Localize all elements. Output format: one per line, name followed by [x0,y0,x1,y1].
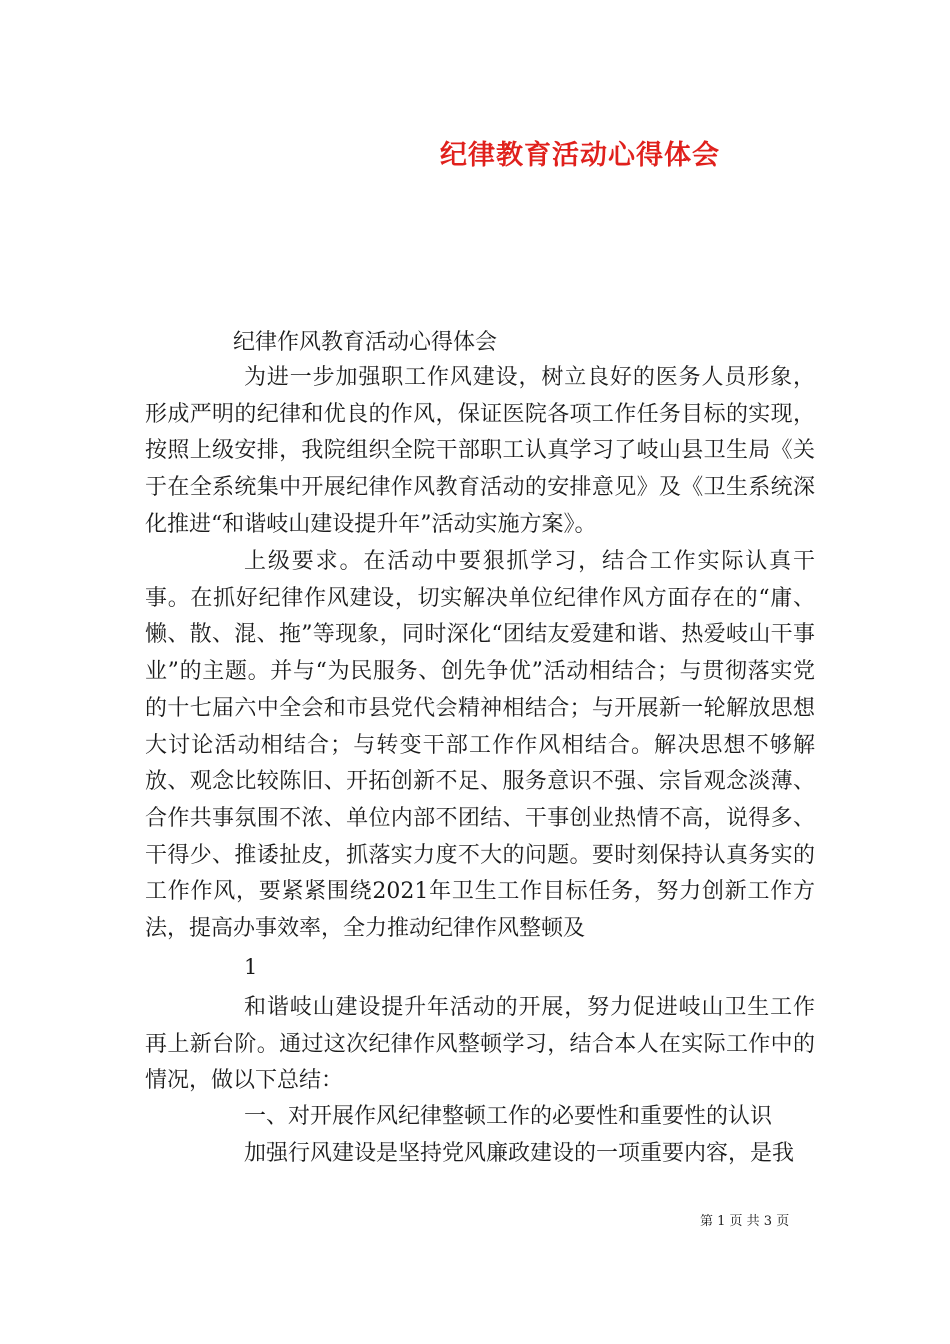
paragraph-summary: 和谐岐山建设提升年活动的开展，努力促进岐山卫生工作再上新台阶。通过这次纪律作风整顿学习，结合本人在实际工作中的情况，做以下总结： [145,995,815,1094]
paragraph-intro: 为进一步加强职工作风建设，树立良好的医务人员形象，形成严明的纪律和优良的作风，保证医院各项工作任务目标的实现，按照上级安排，我院组织全院干部职工认真学习了岐山县卫生局《关于在全系统集中开展纪律作风教育活动的安排意见》及《卫生系统深化推进“和谐岐山建设提升年”活动实施方案》。 [145,365,815,537]
page-footer: 第 1 页 共 3 页 [700,1214,790,1229]
paragraph-section-one: 加强行风建设是坚持党风廉政建设的一项重要内容，是我 [244,1141,795,1166]
section-heading-one: 一、对开展作风纪律整顿工作的必要性和重要性的认识 [244,1104,773,1129]
document-subtitle: 纪律作风教育活动心得体会 [233,330,498,355]
paragraph-requirements: 上级要求。在活动中要狠抓学习，结合工作实际认真干事。在抓好纪律作风建设，切实解决单位纪律作风方面存在的“庸、懒、散、混、拖”等现象，同时深化“团结友爱建和谐、热爱岐山干事业”的主题。并与“为民服务、创先争优”活动相结合；与贯彻落实党的十七届六中全会和市县党代会精神相结合；与开展新一轮解放思想大讨论活动相结合；与转变干部工作作风相结合。解决思想不够解放、观念比较陈旧、开拓创新不足、服务意识不强、宗旨观念淡薄、合作共事氛围不浓、单位内部不团结、干事创业热情不高，说得多、干得少、推诿扯皮，抓落实力度不大的问题。要时刻保持认真务实的工作作风，要紧紧围绕2021年卫生工作目标任务，努力创新工作方法，提高办事效率，全力推动纪律作风整顿及 [145,549,815,942]
document-title: 纪律教育活动心得体会 [440,140,720,171]
inline-page-marker: 1 [244,955,258,979]
